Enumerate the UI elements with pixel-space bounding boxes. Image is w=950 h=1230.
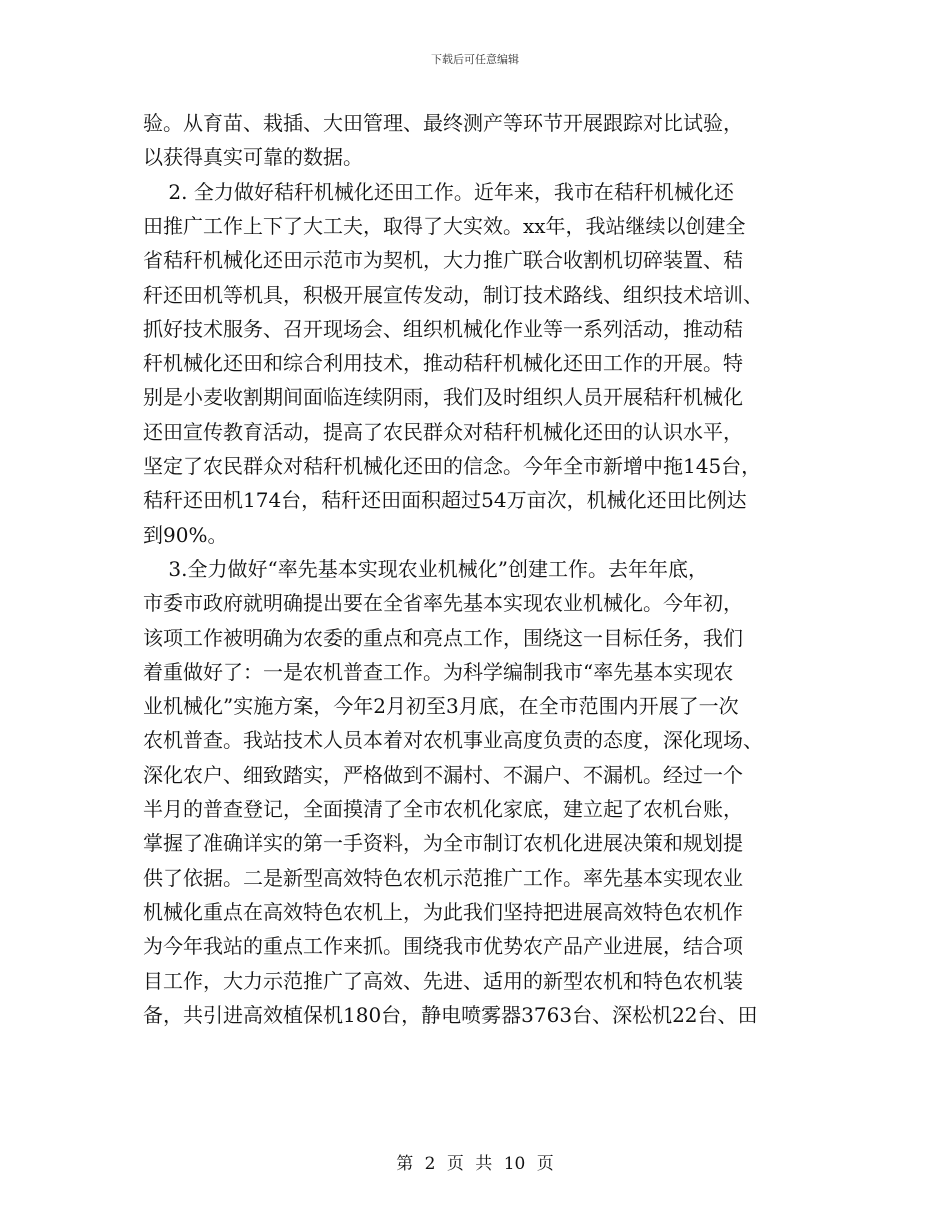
body-line: 为今年我站的重点工作来抓。围绕我市优势农产品产业进展，结合项 <box>143 934 743 959</box>
body-line: 秆机械化还田和综合利用技术，推动秸秆机械化还田工作的开展。特 <box>143 351 743 376</box>
body-line: 掌握了准确详实的第一手资料，为全市制订农机化进展决策和规划提 <box>143 831 743 856</box>
body-line: 农机普查。我站技术人员本着对农机事业高度负责的态度，深化现场、 <box>143 728 763 753</box>
body-line: 2. 全力做好秸秆机械化还田工作。近年来，我市在秸秆机械化还 <box>143 179 734 204</box>
body-line: 市委市政府就明确提出要在全省率先基本实现农业机械化。今年初， <box>143 591 743 616</box>
footer-page-number: 2 <box>424 1154 436 1174</box>
page-footer <box>0 1153 950 1175</box>
body-line: 到90%。 <box>143 522 228 547</box>
body-line: 抓好技术服务、召开现场会、组织机械化作业等一系列活动，推动秸 <box>143 316 743 341</box>
body-line: 业机械化”实施方案，今年2月初至3月底，在全市范围内开展了一次 <box>143 694 739 719</box>
footer-suffix: 页 <box>536 1154 554 1174</box>
body-line: 机械化重点在高效特色农机上，为此我们坚持把进展高效特色农机作 <box>143 899 743 924</box>
body-line: 备，共引进高效植保机180台，静电喷雾器3763台、深松机22台、田 <box>143 1002 758 1027</box>
body-line: 3.全力做好“率先基本实现农业机械化”创建工作。去年年底， <box>143 556 708 581</box>
body-line: 秆还田机等机具，积极开展宣传发动，制订技术路线、组织技术培训、 <box>143 282 763 307</box>
body-line: 供了依据。二是新型高效特色农机示范推广工作。率先基本实现农业 <box>143 865 743 890</box>
body-line: 以获得真实可靠的数据。 <box>143 145 363 170</box>
footer-total-pages: 10 <box>503 1154 526 1174</box>
body-line: 坚定了农民群众对秸秆机械化还田的信念。今年全市新增中拖145台， <box>143 454 762 478</box>
body-line: 半月的普查登记，全面摸清了全市农机化家底，建立起了农机台账， <box>143 797 743 821</box>
body-line: 着重做好了：一是农机普查工作。为科学编制我市“率先基本实现农 <box>143 659 734 684</box>
footer-page-word: 页 <box>446 1154 464 1174</box>
page-header: 下载后可任意编辑 <box>431 53 519 66</box>
body-line: 验。从育苗、栽插、大田管理、最终测产等环节开展跟踪对比试验， <box>143 111 743 135</box>
footer-total-word: 共 <box>475 1154 493 1174</box>
body-line: 还田宣传教育活动，提高了农民群众对秸秆机械化还田的认识水平， <box>143 419 743 444</box>
body-line: 秸秆还田机174台，秸秆还田面积超过54万亩次，机械化还田比例达 <box>143 488 747 513</box>
body-line: 田推广工作上下了大工夫，取得了大实效。xx年，我站继续以创建全 <box>143 213 746 238</box>
body-line: 目工作，大力示范推广了高效、先进、适用的新型农机和特色农机装 <box>143 968 743 993</box>
body-line: 别是小麦收割期间面临连续阴雨，我们及时组织人员开展秸秆机械化 <box>143 385 743 410</box>
body-line: 深化农户、细致踏实，严格做到不漏村、不漏户、不漏机。经过一个 <box>143 762 743 787</box>
body-line: 该项工作被明确为农委的重点和亮点工作，围绕这一目标任务，我们 <box>143 625 743 650</box>
body-line: 省秸秆机械化还田示范市为契机，大力推广联合收割机切碎装置、秸 <box>143 248 743 273</box>
footer-prefix: 第 <box>396 1154 414 1174</box>
